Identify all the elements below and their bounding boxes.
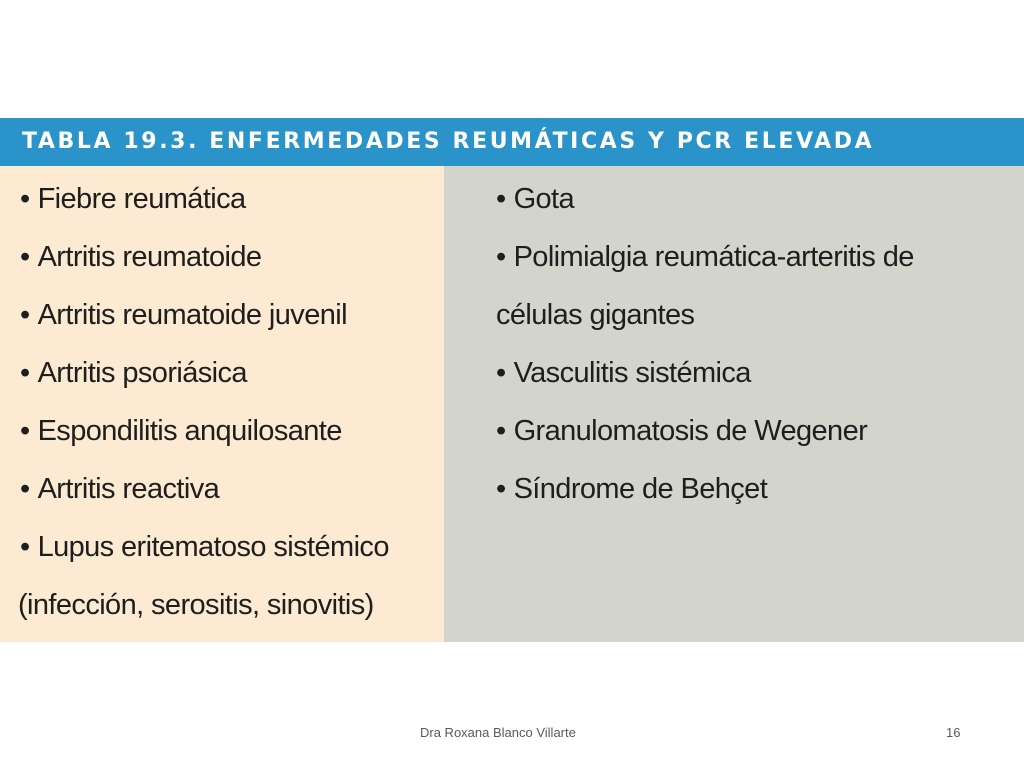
list-item [496, 170, 1024, 228]
left-column [0, 166, 444, 642]
page-number: 16 [946, 725, 961, 740]
table-title: TABLA 19.3. ENFERMEDADES REUMÁTICAS Y PCR ELEVADA [0, 118, 1024, 166]
list-item [496, 402, 1024, 460]
list-item-label: Polimialgia reumática-arteritis de [513, 241, 914, 273]
table-figure [0, 118, 1024, 642]
bullet-icon: • [20, 531, 30, 563]
list-item-label: Artritis reumatoide juvenil [37, 299, 347, 331]
list-item [496, 460, 1024, 518]
bullet-icon: • [496, 415, 506, 447]
list-item-label: Artritis psoriásica [37, 357, 247, 389]
bullet-icon: • [20, 299, 30, 331]
footer-author: Dra Roxana Blanco Villarte [420, 725, 576, 740]
list-item [20, 460, 444, 518]
right-column [444, 166, 1024, 642]
list-item-label: Artritis reumatoide [37, 241, 262, 273]
bullet-icon: • [20, 357, 30, 389]
list-item [496, 344, 1024, 402]
list-item-label: Vasculitis sistémica [513, 357, 751, 389]
list-item-label: Síndrome de Behçet [513, 473, 768, 505]
list-item [20, 170, 444, 228]
list-item-continuation: (infección, serositis, sinovitis) [18, 589, 374, 621]
list-item-label: Espondilitis anquilosante [37, 415, 342, 447]
list-item [496, 228, 1024, 286]
list-item [20, 286, 444, 344]
bullet-icon: • [496, 473, 506, 505]
list-item [20, 344, 444, 402]
bullet-icon: • [20, 473, 30, 505]
bullet-icon: • [20, 241, 30, 273]
list-item-label: Granulomatosis de Wegener [513, 415, 868, 447]
list-item-continuation: células gigantes [496, 299, 695, 331]
bullet-icon: • [496, 357, 506, 389]
list-item-label: Artritis reactiva [37, 473, 220, 505]
list-item [20, 518, 444, 576]
bullet-icon: • [20, 183, 30, 215]
list-item [20, 402, 444, 460]
bullet-icon: • [496, 241, 506, 273]
list-item-label: Fiebre reumática [37, 183, 246, 215]
bullet-icon: • [496, 183, 506, 215]
list-item [20, 228, 444, 286]
list-item-label: Lupus eritematoso sistémico [37, 531, 389, 563]
bullet-icon: • [20, 415, 30, 447]
list-item-label: Gota [513, 183, 575, 215]
